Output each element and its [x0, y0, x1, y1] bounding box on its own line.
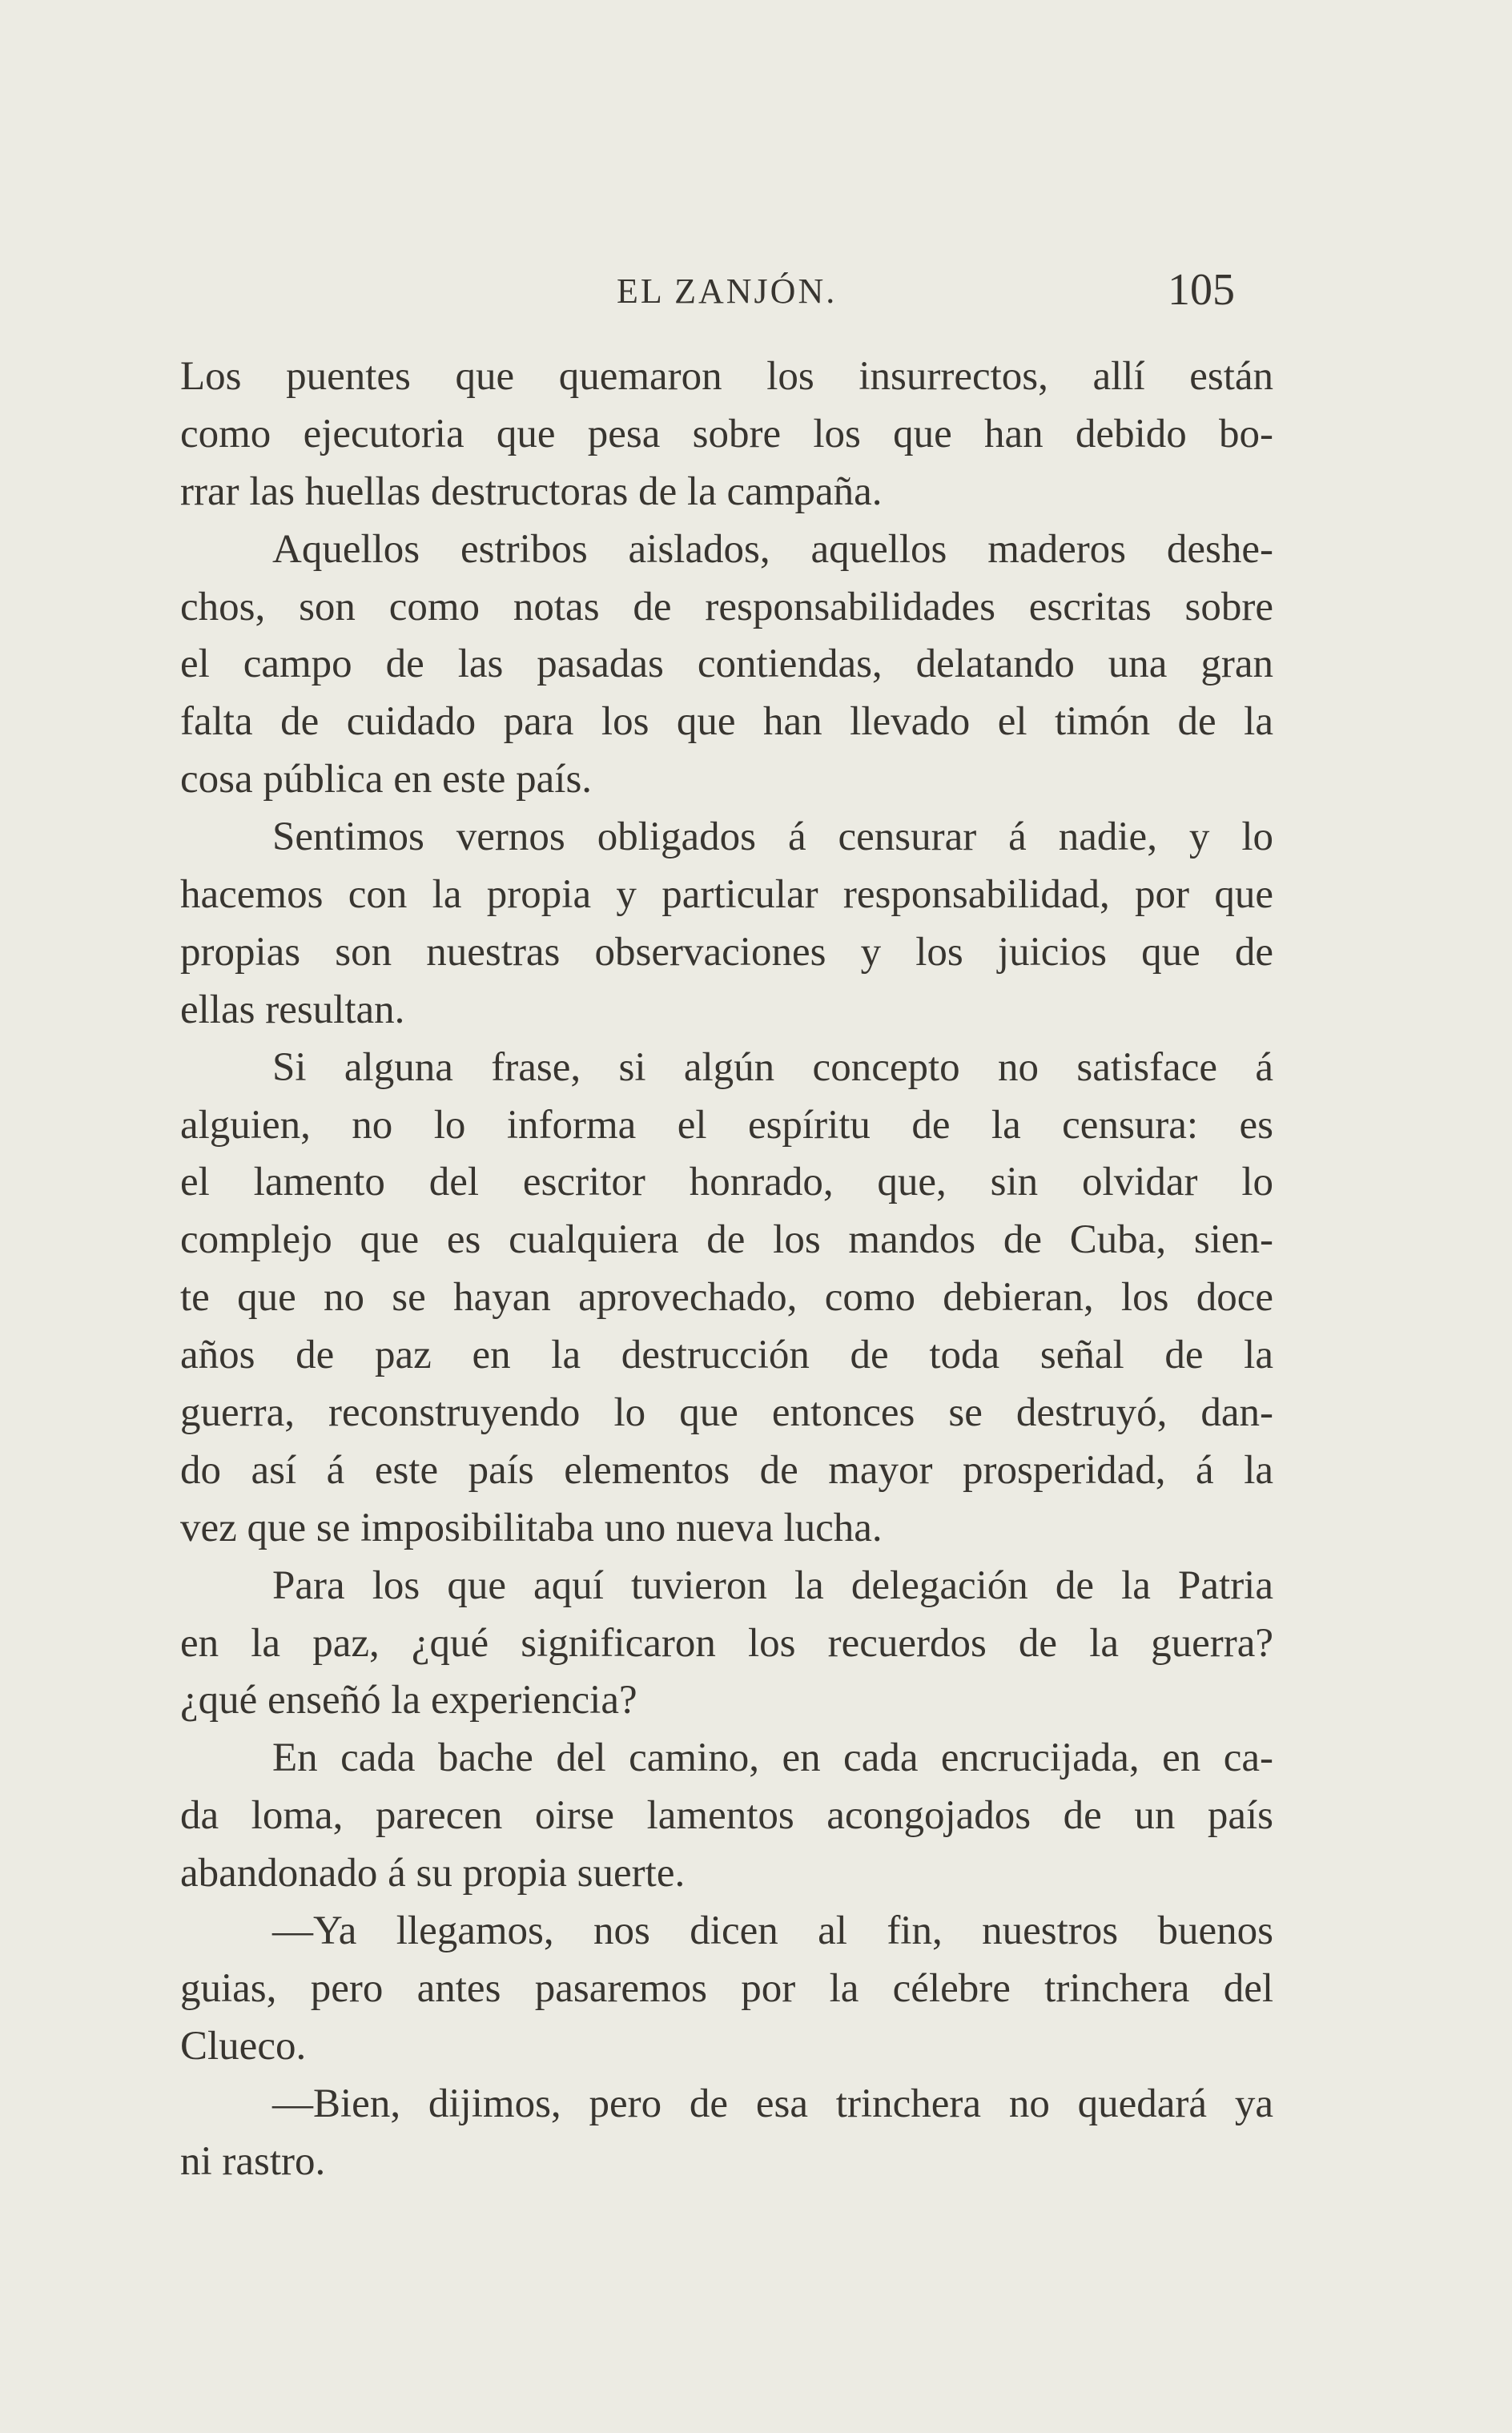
text-line: —Bien, dijimos, pero de esa trinchera no quedará ya — [272, 2081, 1273, 2126]
text-line: ¿qué enseñó la experiencia? — [180, 1678, 637, 1723]
text-line: rrar las huellas destructoras de la campaña. — [180, 469, 883, 514]
text-line: te que no se hayan aprovechado, como debieran, los doce — [180, 1275, 1273, 1321]
text-line: falta de cuidado para los que han llevado el timón de la — [180, 699, 1273, 745]
text-line: años de paz en la destrucción de toda señal de la — [180, 1333, 1273, 1378]
text-line: alguien, no lo informa el espíritu de la censura: es — [180, 1102, 1273, 1148]
text-line: da loma, parecen oirse lamentos acongojados de un país — [180, 1793, 1273, 1839]
text-line: ellas resultan. — [180, 987, 405, 1032]
text-line: cosa pública en este país. — [180, 757, 593, 802]
text-line: hacemos con la propia y particular responsabilidad, por que — [180, 872, 1273, 918]
text-line: complejo que es cualquiera de los mandos de Cuba, sien- — [180, 1217, 1273, 1263]
text-line: Los puentes que quemaron los insurrectos, allí están — [180, 354, 1273, 399]
running-title: EL ZANJÓN. — [617, 271, 838, 311]
text-line: propias son nuestras observaciones y los juicios que de — [180, 929, 1273, 975]
text-line: como ejecutoria que pesa sobre los que han debido bo- — [180, 411, 1273, 456]
text-line: en la paz, ¿qué significaron los recuerdos de la guerra? — [180, 1620, 1273, 1666]
body-text — [180, 348, 1273, 2191]
text-line: ni rastro. — [180, 2138, 326, 2184]
text-line: En cada bache del camino, en cada encrucijada, en ca- — [272, 1735, 1273, 1781]
text-line: Sentimos vernos obligados á censurar á nadie, y lo — [272, 814, 1273, 860]
text-line: Para los que aquí tuvieron la delegación de la Patria — [272, 1562, 1273, 1608]
text-line: —Ya llegamos, nos dicen al fin, nuestros buenos — [272, 1908, 1273, 1954]
text-line: Aquellos estribos aislados, aquellos maderos deshe- — [272, 526, 1273, 572]
text-line: do así á este país elementos de mayor prosperidad, á la — [180, 1447, 1273, 1493]
text-line: el campo de las pasadas contiendas, delatando una gran — [180, 641, 1273, 687]
text-line: guerra, reconstruyendo lo que entonces se destruyó, dan- — [180, 1390, 1273, 1436]
text-line: abandonado á su propia suerte. — [180, 1851, 686, 1896]
text-line: Clueco. — [180, 2023, 307, 2069]
text-line: Si alguna frase, si algún concepto no satisface á — [272, 1044, 1273, 1090]
text-line: vez que se imposibilitaba uno nueva lucha. — [180, 1505, 883, 1550]
page-header — [180, 264, 1273, 320]
text-line: chos, son como notas de responsabilidades escritas sobre — [180, 584, 1273, 629]
page-number: 105 — [1168, 265, 1235, 315]
text-line: guias, pero antes pasaremos por la célebre trinchera del — [180, 1965, 1273, 2011]
text-line: el lamento del escritor honrado, que, sin olvidar lo — [180, 1160, 1273, 1205]
